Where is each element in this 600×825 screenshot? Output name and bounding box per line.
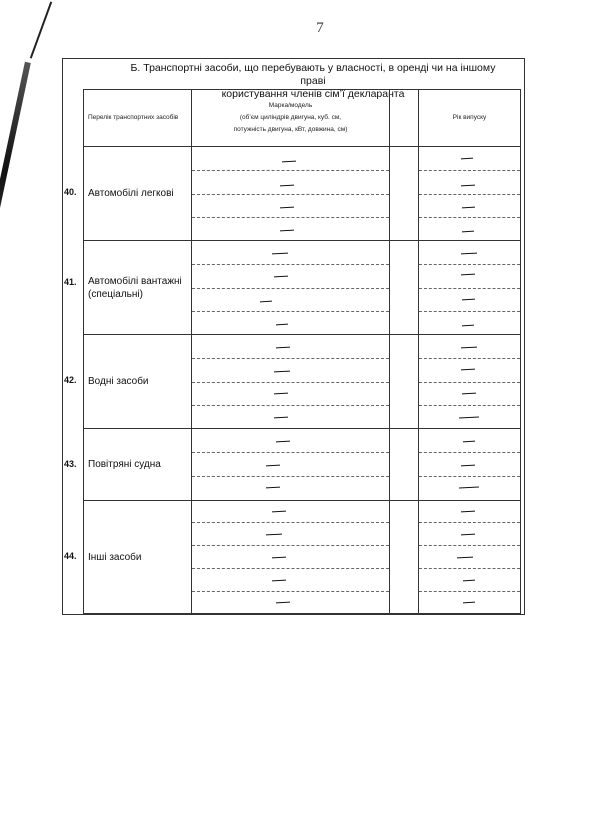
- year-entries: [419, 147, 521, 241]
- empty-dash: [457, 557, 473, 559]
- entry-line: [192, 545, 389, 546]
- entry-line: [192, 311, 389, 312]
- category-label: Автомобілі легкові: [88, 188, 174, 199]
- empty-dash: [274, 417, 288, 419]
- row-number: 42.: [64, 375, 77, 385]
- empty-dash: [282, 161, 296, 163]
- model-entries: [192, 501, 390, 614]
- empty-dash: [266, 487, 280, 489]
- entry-line: [419, 217, 520, 218]
- category-cell: [64, 501, 192, 614]
- entry-line: [192, 382, 389, 383]
- col-gap: [390, 429, 419, 501]
- entry-line: [192, 217, 389, 218]
- model-entries: [192, 147, 390, 241]
- empty-dash: [462, 231, 474, 233]
- entry-line: [419, 311, 520, 312]
- col-header-list: Перелік транспортних засобів: [84, 90, 192, 147]
- empty-dash: [461, 511, 475, 513]
- col-gap: [390, 90, 419, 147]
- empty-dash: [276, 602, 290, 604]
- col-gap: [390, 147, 419, 241]
- entry-line: [419, 545, 520, 546]
- entry-line: [419, 382, 520, 383]
- row-number: 44.: [64, 551, 77, 561]
- entry-line: [419, 405, 520, 406]
- table-row: [84, 429, 521, 501]
- category-label: Інші засоби: [88, 551, 142, 563]
- vehicles-section: [62, 58, 525, 615]
- empty-dash: [274, 276, 288, 278]
- empty-dash: [260, 301, 272, 303]
- year-entries: [419, 335, 521, 429]
- entry-line: [419, 194, 520, 195]
- empty-dash: [280, 230, 294, 232]
- entry-line: [192, 288, 389, 289]
- row-number: 41.: [64, 277, 77, 287]
- entry-line: [192, 476, 389, 477]
- empty-dash: [266, 465, 280, 467]
- category-label: Водні засоби: [88, 376, 149, 387]
- empty-dash: [462, 393, 476, 395]
- empty-dash: [272, 580, 286, 582]
- empty-dash: [463, 580, 475, 582]
- empty-dash: [461, 253, 477, 255]
- empty-dash: [276, 441, 290, 443]
- entry-line: [192, 194, 389, 195]
- empty-dash: [462, 207, 475, 209]
- empty-dash: [276, 347, 290, 349]
- row-number: 43.: [64, 459, 77, 469]
- model-entries: [192, 429, 390, 501]
- empty-dash: [463, 602, 475, 604]
- empty-dash: [266, 534, 282, 536]
- empty-dash: [459, 416, 479, 418]
- col-gap: [390, 501, 419, 614]
- empty-dash: [461, 369, 475, 371]
- empty-dash: [461, 534, 475, 536]
- entry-line: [419, 591, 520, 592]
- scan-artifact: [0, 62, 31, 278]
- entry-line: [192, 405, 389, 406]
- category-cell: [64, 335, 192, 429]
- category-label: Автомобілі вантажні (спеціальні): [88, 275, 182, 300]
- entry-line: [192, 568, 389, 569]
- model-entries: [192, 241, 390, 335]
- table-row: [84, 241, 521, 335]
- col-gap: [390, 241, 419, 335]
- empty-dash: [280, 185, 294, 187]
- section-title: Б. Транспортні засоби, що перебувають у власності, в оренді чи на іншому праві користування членів сім’ї декларанта: [130, 62, 496, 100]
- empty-dash: [274, 371, 290, 373]
- year-entries: [419, 241, 521, 335]
- entry-line: [419, 288, 520, 289]
- category-cell: [64, 241, 192, 335]
- category-label: Повітряні судна: [88, 459, 161, 470]
- col-gap: [390, 335, 419, 429]
- empty-dash: [461, 465, 475, 467]
- empty-dash: [272, 253, 288, 255]
- model-entries: [192, 335, 390, 429]
- empty-dash: [463, 441, 475, 443]
- entry-line: [192, 358, 389, 359]
- empty-dash: [461, 347, 477, 349]
- entry-line: [419, 452, 520, 453]
- col-header-year: Рік випуску: [419, 90, 521, 147]
- empty-dash: [462, 325, 474, 327]
- year-entries: [419, 429, 521, 501]
- entry-line: [192, 452, 389, 453]
- empty-dash: [280, 207, 294, 209]
- category-cell: [64, 429, 192, 501]
- year-entries: [419, 501, 521, 614]
- empty-dash: [272, 557, 286, 559]
- entry-line: [192, 522, 389, 523]
- entry-line: [192, 591, 389, 592]
- empty-dash: [462, 299, 475, 301]
- empty-dash: [461, 158, 473, 160]
- empty-dash: [272, 511, 286, 513]
- category-cell: [64, 147, 192, 241]
- col-header-model: Марка/модель (об’єм циліндрів двигуна, куб. см, потужність двигуна, кВт, довжина, см): [192, 90, 390, 147]
- entry-line: [192, 170, 389, 171]
- table-row: [84, 335, 521, 429]
- empty-dash: [461, 185, 475, 187]
- empty-dash: [276, 324, 288, 326]
- vehicles-table: [64, 89, 521, 614]
- entry-line: [419, 522, 520, 523]
- entry-line: [419, 358, 520, 359]
- empty-dash: [274, 393, 288, 395]
- empty-dash: [461, 274, 475, 276]
- entry-line: [419, 568, 520, 569]
- entry-line: [419, 476, 520, 477]
- entry-line: [192, 264, 389, 265]
- table-row: [84, 147, 521, 241]
- row-number: 40.: [64, 187, 77, 197]
- table-row: [84, 501, 521, 614]
- entry-line: [419, 170, 520, 171]
- page-number: 7: [316, 20, 324, 36]
- entry-line: [419, 264, 520, 265]
- empty-dash: [459, 486, 479, 488]
